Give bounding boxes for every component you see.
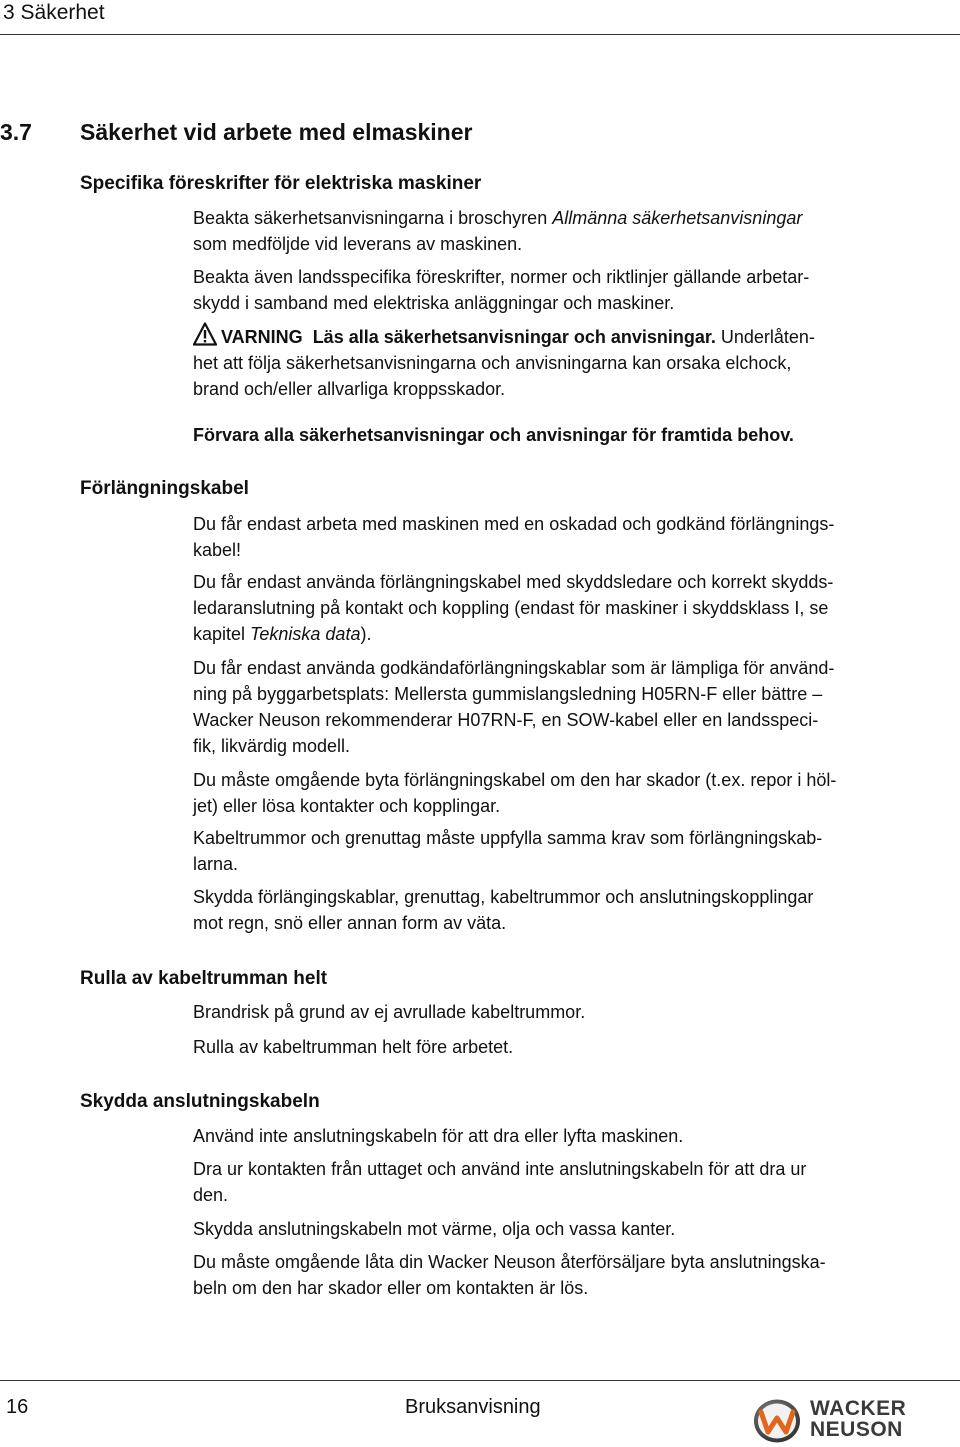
text-line: Dra ur kontakten från uttaget och använd inte anslutningskabeln för att dra ur xyxy=(193,1159,807,1179)
text-line: Du måste omgående låta din Wacker Neuson återförsäljare byta anslutningska- xyxy=(193,1252,826,1272)
text-line: jet) eller lösa kontakter och kopplingar. xyxy=(193,796,501,816)
subheading-forlangningskabel: Förlängningskabel xyxy=(80,478,249,499)
text-line: ning på byggarbetsplats: Mellersta gummislangsledning H05RN-F eller bättre – xyxy=(193,684,823,704)
text-line: den. xyxy=(193,1185,229,1205)
paragraph-undamaged-cable xyxy=(193,511,953,563)
text-line: beln om den har skador eller om kontakten är lös. xyxy=(193,1278,589,1298)
text-line: Du får endast använda förlängningskabel med skyddsledare och korrekt skydds- xyxy=(193,572,834,592)
footer-rule xyxy=(0,1380,960,1381)
paragraph-unplug xyxy=(193,1156,953,1208)
text-line: ledaranslutning på kontakt och koppling (endast för maskiner i skyddsklass I, se xyxy=(193,598,829,618)
text-run: Underlåten- xyxy=(715,327,815,347)
section-number: 3.7 xyxy=(0,119,32,145)
text-run: Beakta säkerhetsanvisningarna i broschyren xyxy=(193,208,553,228)
text-run: kapitel xyxy=(193,624,251,644)
paragraph-brochure xyxy=(193,205,953,257)
header-rule xyxy=(0,34,960,35)
brand-line-2: NEUSON xyxy=(810,1418,903,1441)
subheading-rulla: Rulla av kabeltrumman helt xyxy=(80,968,328,989)
paragraph-approved-cables xyxy=(193,655,953,759)
text-line: mot regn, snö eller annan form av väta. xyxy=(193,913,507,933)
paragraph-protect-heat: Skydda anslutningskabeln mot värme, olja och vassa kanter. xyxy=(193,1219,676,1239)
brochure-title: Allmänna säkerhetsanvisningar xyxy=(552,208,803,228)
paragraph-national-rules xyxy=(193,264,953,316)
text-line: het att följa säkerhetsanvisningarna och anvisningarna kan orsaka elchock, xyxy=(193,353,792,373)
subheading-specifika: Specifika föreskrifter för elektriska maskiner xyxy=(80,173,482,194)
text-line: Skydda förlängingskablar, grenuttag, kabeltrummor och anslutningskopplingar xyxy=(193,887,814,907)
manual-title: Bruksanvisning xyxy=(405,1396,541,1418)
brand-line-1: WACKER xyxy=(810,1397,907,1420)
text-line: Du får endast använda godkändaförlängningskablar som är lämpliga för använd- xyxy=(193,658,835,678)
text-line: fik, likvärdig modell. xyxy=(193,736,351,756)
text-line: Beakta även landsspecifika föreskrifter, normer och riktlinjer gällande arbetar- xyxy=(193,267,810,287)
chapter-reference: Tekniska data xyxy=(250,624,361,644)
paragraph-cable-drums xyxy=(193,825,953,877)
page-footer xyxy=(0,1380,960,1447)
text-line: Du måste omgående byta förlängningskabel om den har skador (t.ex. repor i höl- xyxy=(193,770,837,790)
wacker-neuson-logo-icon xyxy=(752,1398,802,1444)
text-line: larna. xyxy=(193,854,239,874)
text-line: Kabeltrummor och grenuttag måste uppfylla samma krav som förlängningskab- xyxy=(193,828,823,848)
paragraph-protect-from-rain xyxy=(193,884,953,936)
text-run: ). xyxy=(360,624,372,644)
warning-bold-text: Läs alla säkerhetsanvisningar och anvisningar. xyxy=(312,327,716,347)
text-line: Wacker Neuson rekommenderar H07RN-F, en SOW-kabel eller en landsspeci- xyxy=(193,710,819,730)
subheading-skydda: Skydda anslutningskabeln xyxy=(80,1091,320,1112)
text-line: som medföljde vid leverans av maskinen. xyxy=(193,234,523,254)
paragraph-fire-risk: Brandrisk på grund av ej avrullade kabeltrummor. xyxy=(193,1002,586,1022)
text-line: brand och/eller allvarliga kroppsskador. xyxy=(193,379,506,399)
paragraph-unroll-drum: Rulla av kabeltrumman helt före arbetet. xyxy=(193,1037,514,1057)
keep-instructions: Förvara alla säkerhetsanvisningar och anvisningar för framtida behov. xyxy=(193,425,794,445)
paragraph-dealer-replace xyxy=(193,1249,953,1301)
warning-triangle-icon xyxy=(193,322,217,346)
brand-wordmark xyxy=(810,1398,906,1440)
text-line: Du får endast arbeta med maskinen med en oskadad och godkänd förlängnings- xyxy=(193,514,835,534)
section-title: Säkerhet vid arbete med elmaskiner xyxy=(80,119,473,145)
text-line: kabel! xyxy=(193,540,242,560)
page-number: 16 xyxy=(6,1396,29,1418)
paragraph-do-not-pull: Använd inte anslutningskabeln för att dra eller lyfta maskinen. xyxy=(193,1126,684,1146)
chapter-title: 3 Säkerhet xyxy=(3,1,105,24)
warning-label: VARNING xyxy=(221,327,303,347)
paragraph-replace-damaged xyxy=(193,767,953,819)
warning-paragraph xyxy=(193,322,953,402)
paragraph-protective-conductor xyxy=(193,569,953,647)
running-header xyxy=(0,0,960,36)
text-line: skydd i samband med elektriska anläggningar och maskiner. xyxy=(193,293,675,313)
brand-logo xyxy=(752,1398,960,1444)
